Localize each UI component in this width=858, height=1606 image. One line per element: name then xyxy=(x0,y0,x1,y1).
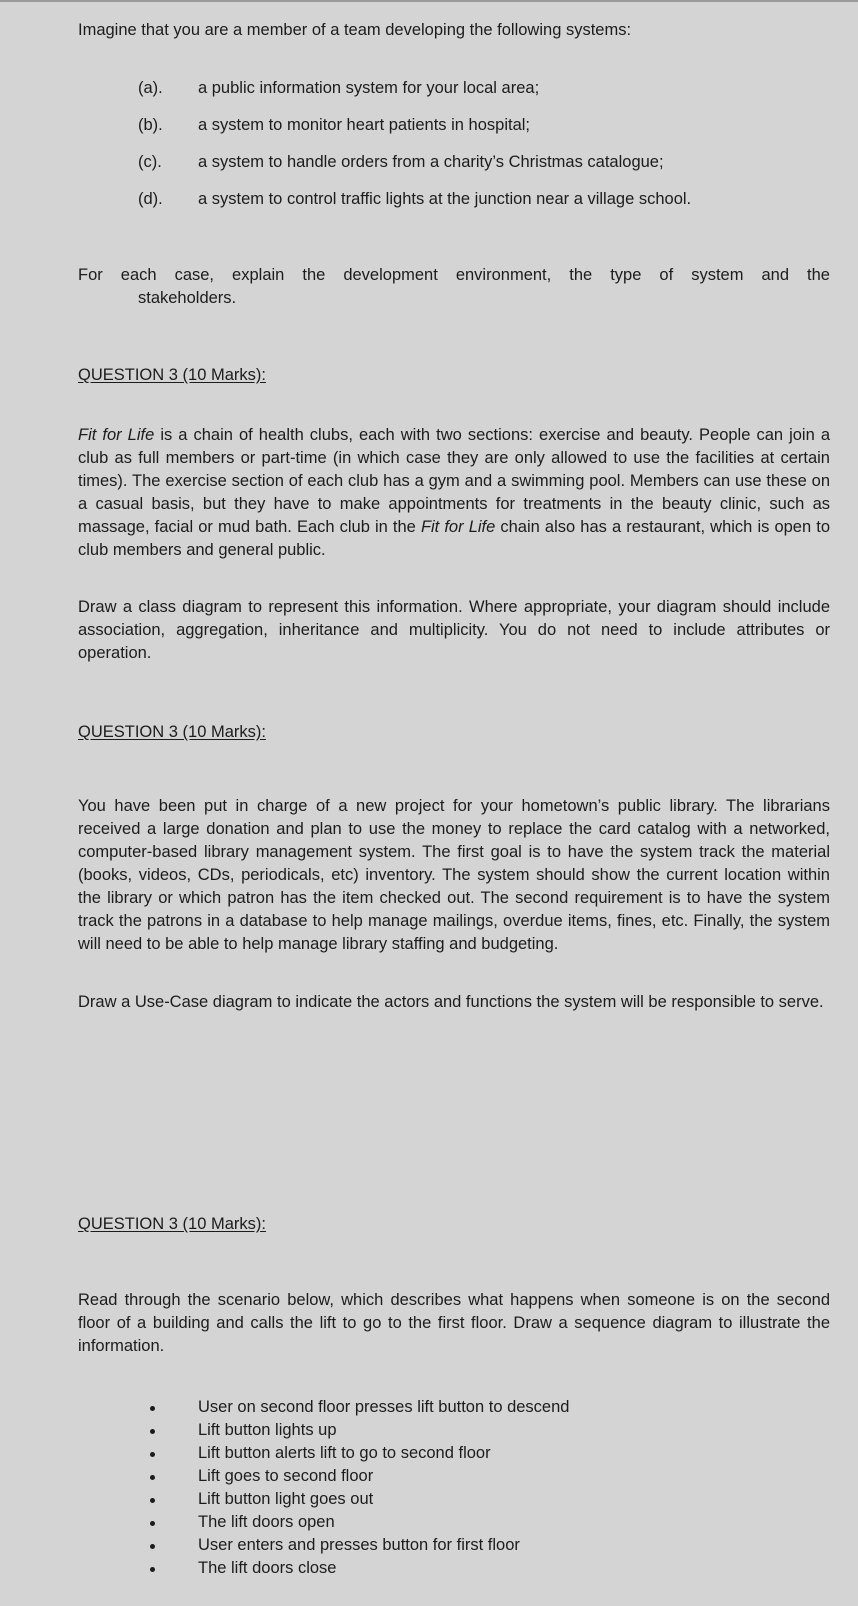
italic-term: Fit for Life xyxy=(78,426,155,444)
question-body xyxy=(78,424,830,562)
list-item xyxy=(145,1488,825,1511)
list-item xyxy=(145,1442,825,1465)
list-item-label: (d). xyxy=(138,190,163,208)
list-item-text: Lift goes to second floor xyxy=(198,1467,374,1485)
list-item xyxy=(138,114,838,151)
bullet-icon xyxy=(145,1534,198,1557)
body-text: is a chain of health clubs, each with two sections: exercise and beauty. People can join a club as full members or part-time (in which case they are only allowed to use the facilities at certain times). The exercise section of each club has a gym and a swimming pool. Members can use these on a casual basis, but they have to make appointments for treatments in the beauty clinic, such as massage, facial or mud bath. Each club in the xyxy=(78,426,830,536)
list-item-text: a system to handle orders from a charity’s Christmas catalogue; xyxy=(198,153,664,171)
top-rule xyxy=(0,0,858,2)
bullet-icon xyxy=(145,1396,198,1419)
list-item-text: Lift button alerts lift to go to second floor xyxy=(198,1444,491,1462)
body-text: chain also has a restaurant, which is open to club members and general public. xyxy=(78,518,830,559)
list-item-text: The lift doors open xyxy=(198,1513,335,1531)
italic-term: Fit for Life xyxy=(420,518,496,536)
list-item xyxy=(138,77,838,114)
list-item xyxy=(138,151,838,188)
bullet-icon xyxy=(145,1488,198,1511)
list-item xyxy=(145,1557,825,1580)
list-item xyxy=(138,188,838,225)
list-item-text: a system to monitor heart patients in hospital; xyxy=(198,116,530,134)
list-item-text: Lift button light goes out xyxy=(198,1490,374,1508)
question-task: Draw a class diagram to represent this information. Where appropriate, your diagram should include association, aggregation, inheritance and multiplicity. You do not need to include attributes or operation. xyxy=(78,598,830,662)
list-item xyxy=(145,1419,825,1442)
bullet-icon xyxy=(145,1419,198,1442)
list-item-label: (c). xyxy=(138,153,162,171)
list-item-text: The lift doors close xyxy=(198,1559,337,1577)
question-heading: QUESTION 3 (10 Marks): xyxy=(78,723,266,741)
list-item-label: (b). xyxy=(138,116,163,134)
systems-list xyxy=(138,77,838,225)
scenario-steps xyxy=(145,1396,825,1580)
list-item xyxy=(145,1534,825,1557)
list-item xyxy=(145,1465,825,1488)
case-instruction xyxy=(78,264,830,310)
case-instruction-line2: stakeholders. xyxy=(138,289,237,307)
bullet-icon xyxy=(145,1557,198,1580)
question-heading: QUESTION 3 (10 Marks): xyxy=(78,366,266,384)
question-task: Draw a Use-Case diagram to indicate the actors and functions the system will be responsible to serve. xyxy=(78,993,824,1011)
list-item xyxy=(145,1396,825,1419)
list-item xyxy=(145,1511,825,1534)
list-item-text: User on second floor presses lift button to descend xyxy=(198,1398,570,1416)
case-instruction-line1: For each case, explain the development environment, the type of system and the xyxy=(78,266,830,284)
question-heading: QUESTION 3 (10 Marks): xyxy=(78,1215,266,1233)
bullet-icon xyxy=(145,1511,198,1534)
question-body: Read through the scenario below, which describes what happens when someone is on the second floor of a building and calls the lift to go to the first floor. Draw a sequence diagram to illustrate the information. xyxy=(78,1291,830,1355)
list-item-text: a public information system for your local area; xyxy=(198,79,540,97)
list-item-text: Lift button lights up xyxy=(198,1421,337,1439)
bullet-icon xyxy=(145,1465,198,1488)
intro-text: Imagine that you are a member of a team developing the following systems: xyxy=(78,21,632,39)
bullet-icon xyxy=(145,1442,198,1465)
list-item-text: a system to control traffic lights at the junction near a village school. xyxy=(198,190,692,208)
list-item-label: (a). xyxy=(138,79,163,97)
list-item-text: User enters and presses button for first floor xyxy=(198,1536,520,1554)
question-body: You have been put in charge of a new project for your hometown’s public library. The librarians received a large donation and plan to use the money to replace the card catalog with a networked, computer-based library management system. The first goal is to have the system track the material (books, videos, CDs, periodicals, etc) inventory. The system should show the current location within the library or which patron has the item checked out. The second requirement is to have the system track the patrons in a database to help manage mailings, overdue items, fines, etc. Finally, the system will need to be able to help manage library staffing and budgeting. xyxy=(78,797,830,953)
